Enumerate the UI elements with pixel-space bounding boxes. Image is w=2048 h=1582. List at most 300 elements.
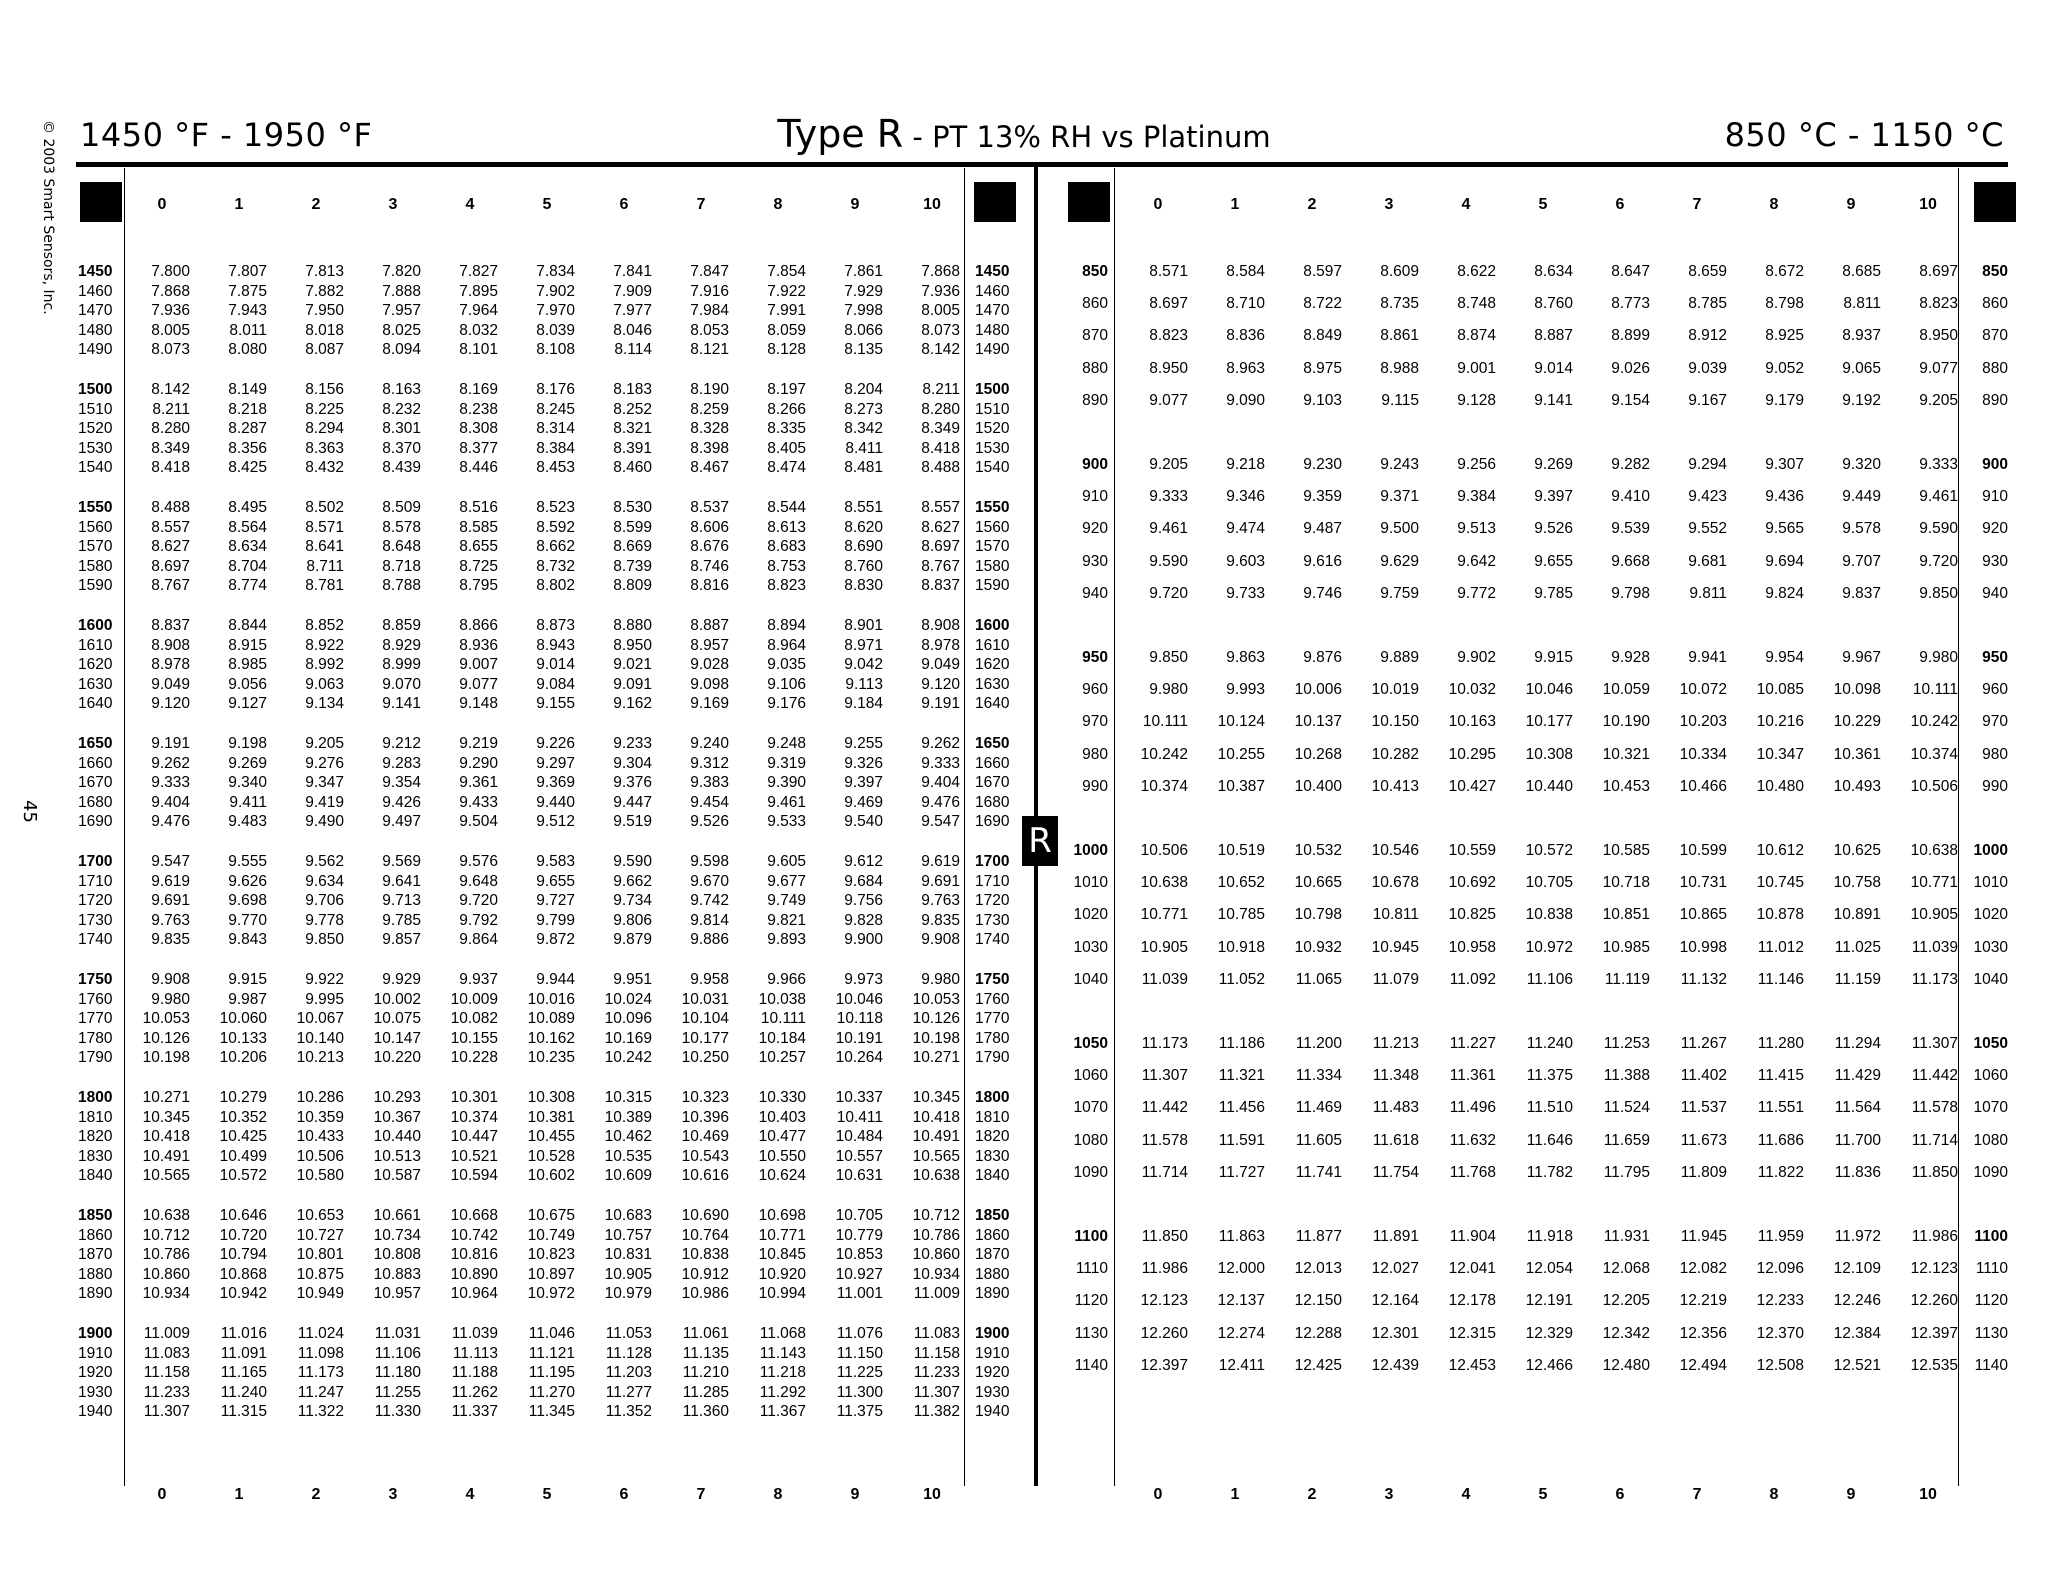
emf-cell: 10.072 — [1679, 681, 1727, 699]
emf-cell: 11.918 — [1526, 1228, 1573, 1245]
emf-cell: 8.169 — [459, 381, 498, 398]
emf-cell: 10.823 — [527, 1246, 575, 1264]
emf-cell: 9.014 — [536, 656, 575, 674]
emf-cell: 12.480 — [1602, 1356, 1650, 1374]
emf-cell: 10.942 — [219, 1285, 267, 1303]
emf-cell: 10.016 — [527, 990, 575, 1008]
emf-cell: 8.211 — [152, 400, 190, 418]
emf-cell: 12.397 — [1910, 1324, 1958, 1342]
emf-cell: 9.526 — [690, 813, 729, 831]
emf-cell: 11.442 — [1911, 1067, 1958, 1085]
emf-cell: 8.922 — [305, 636, 344, 654]
emf-cell: 9.262 — [921, 735, 960, 752]
emf-cell: 12.205 — [1602, 1292, 1650, 1310]
emf-cell: 8.460 — [613, 459, 652, 477]
emf-cell: 10.308 — [527, 1089, 575, 1106]
emf-cell: 9.077 — [459, 675, 498, 693]
emf-cell: 10.972 — [527, 1285, 575, 1303]
emf-cell: 8.929 — [382, 636, 421, 654]
emf-cell: 9.629 — [1380, 552, 1419, 570]
emf-cell: 8.627 — [151, 538, 190, 556]
emf-cell: 10.668 — [450, 1207, 498, 1224]
emf-cell: 10.779 — [835, 1226, 883, 1244]
emf-cell: 8.830 — [844, 577, 883, 595]
row-temp-label: 870 — [1082, 327, 1108, 345]
emf-cell: 8.697 — [151, 557, 190, 575]
emf-cell: 8.710 — [1226, 295, 1265, 313]
row-temp-label: 1910 — [975, 1344, 1010, 1362]
emf-cell: 10.242 — [1140, 745, 1188, 763]
row-temp-label: 1480 — [78, 321, 113, 339]
emf-cell: 10.323 — [681, 1089, 729, 1106]
emf-cell: 11.227 — [1449, 1035, 1496, 1052]
row-temp-label: 1570 — [975, 538, 1010, 556]
emf-cell: 10.480 — [1756, 777, 1804, 795]
emf-cell: 8.391 — [613, 439, 652, 457]
emf-cell: 8.114 — [614, 341, 652, 359]
emf-cell: 9.966 — [767, 971, 806, 988]
emf-cell: 8.697 — [921, 538, 960, 556]
emf-cell: 10.742 — [450, 1226, 498, 1244]
emf-cell: 9.763 — [151, 911, 190, 929]
emf-cell: 9.954 — [1765, 649, 1804, 666]
row-temp-label: 1120 — [1074, 1292, 1108, 1310]
row-temp-label: 930 — [1082, 552, 1108, 570]
emf-cell: 11.083 — [913, 1325, 960, 1342]
table-rule-right — [1958, 168, 1959, 1486]
emf-cell: 11.469 — [1295, 1099, 1342, 1117]
emf-cell: 9.872 — [536, 931, 575, 949]
emf-cell: 10.875 — [296, 1265, 344, 1283]
emf-cell: 8.488 — [151, 499, 190, 516]
emf-cell: 8.795 — [459, 577, 498, 595]
emf-cell: 9.616 — [1303, 552, 1342, 570]
emf-cell: 7.929 — [844, 282, 883, 300]
column-header: 3 — [388, 196, 398, 213]
emf-cell: 9.763 — [921, 892, 960, 910]
emf-cell: 8.880 — [613, 617, 652, 634]
column-header: 10 — [1919, 196, 1937, 213]
emf-cell: 12.123 — [1910, 1260, 1958, 1278]
emf-cell: 9.490 — [305, 813, 344, 831]
emf-cell: 11.009 — [143, 1325, 190, 1342]
emf-cell: 10.147 — [373, 1029, 421, 1047]
emf-cell: 7.834 — [536, 263, 575, 280]
row-temp-label: 890 — [1982, 391, 2008, 409]
row-temp-label: 1040 — [1073, 970, 1108, 988]
emf-cell: 8.957 — [690, 636, 729, 654]
emf-cell: 10.771 — [1910, 874, 1958, 892]
emf-cell: 11.382 — [913, 1403, 960, 1421]
emf-cell: 11.591 — [1218, 1131, 1265, 1149]
emf-cell: 8.537 — [690, 499, 729, 516]
emf-cell: 10.631 — [835, 1167, 883, 1185]
emf-cell: 11.267 — [1680, 1035, 1727, 1052]
emf-cell: 11.091 — [220, 1344, 267, 1362]
emf-cell: 8.101 — [459, 341, 498, 359]
emf-cell: 9.908 — [151, 971, 190, 988]
celsius-table — [1038, 0, 2048, 1582]
emf-cell: 11.240 — [220, 1383, 267, 1401]
emf-cell: 12.288 — [1294, 1324, 1342, 1342]
emf-cell: 11.361 — [1449, 1067, 1496, 1085]
emf-cell: 9.312 — [690, 754, 729, 772]
emf-cell: 8.672 — [1765, 263, 1804, 280]
emf-cell: 9.565 — [1765, 520, 1804, 538]
emf-cell: 11.348 — [1372, 1067, 1419, 1085]
emf-cell: 9.219 — [459, 735, 498, 752]
emf-cell: 8.836 — [1226, 327, 1265, 345]
row-temp-label: 880 — [1982, 359, 2008, 377]
row-temp-label: 860 — [1982, 295, 2008, 313]
row-temp-label: 1480 — [975, 321, 1010, 339]
emf-cell: 10.198 — [912, 1029, 960, 1047]
emf-cell: 9.049 — [921, 656, 960, 674]
row-temp-label: 1870 — [975, 1246, 1010, 1264]
emf-cell: 9.056 — [228, 675, 267, 693]
emf-cell: 9.276 — [305, 754, 344, 772]
emf-cell: 10.264 — [835, 1049, 883, 1067]
emf-cell: 8.760 — [1534, 295, 1573, 313]
emf-cell: 8.992 — [305, 656, 344, 674]
emf-cell: 10.535 — [604, 1147, 652, 1165]
emf-cell: 9.404 — [921, 774, 960, 792]
row-temp-label: 1940 — [78, 1403, 113, 1421]
emf-cell: 8.516 — [459, 499, 498, 516]
column-header: 4 — [465, 196, 475, 213]
column-header: 5 — [542, 196, 552, 213]
emf-cell: 8.481 — [844, 459, 883, 477]
row-temp-label: 1800 — [78, 1089, 113, 1106]
emf-cell: 9.039 — [1688, 359, 1727, 377]
emf-cell: 9.576 — [459, 853, 498, 870]
emf-cell: 11.046 — [528, 1325, 575, 1342]
row-temp-label: 1910 — [78, 1344, 113, 1362]
emf-cell: 9.706 — [305, 892, 344, 910]
emf-cell: 11.673 — [1680, 1131, 1727, 1149]
emf-cell: 7.854 — [767, 263, 806, 280]
emf-cell: 9.404 — [151, 793, 190, 811]
emf-cell: 10.425 — [219, 1128, 267, 1146]
emf-cell: 9.713 — [382, 892, 421, 910]
emf-cell: 9.307 — [1765, 456, 1804, 473]
emf-cell: 10.177 — [681, 1029, 729, 1047]
emf-cell: 9.980 — [921, 971, 960, 988]
emf-cell: 9.191 — [151, 735, 190, 752]
emf-cell: 9.691 — [921, 872, 960, 890]
emf-cell: 8.606 — [690, 518, 729, 536]
type-badge: R — [1022, 816, 1058, 866]
row-temp-label: 1030 — [1073, 938, 1108, 956]
row-temp-label: 1130 — [1074, 1324, 1108, 1342]
emf-cell: 10.337 — [835, 1089, 883, 1106]
emf-cell: 8.094 — [382, 341, 421, 359]
row-temp-label: 890 — [1082, 391, 1108, 409]
emf-cell: 10.038 — [758, 990, 806, 1008]
emf-cell: 10.499 — [219, 1147, 267, 1165]
emf-cell: 9.547 — [151, 853, 190, 870]
emf-cell: 10.945 — [1371, 938, 1419, 956]
emf-cell: 10.279 — [219, 1089, 267, 1106]
row-temp-label: 1510 — [78, 400, 113, 418]
emf-cell: 10.295 — [1448, 745, 1496, 763]
emf-cell: 10.067 — [296, 1010, 344, 1028]
emf-cell: 8.722 — [1303, 295, 1342, 313]
emf-cell: 10.413 — [1371, 777, 1419, 795]
emf-cell: 10.493 — [1833, 777, 1881, 795]
emf-cell: 8.418 — [921, 439, 960, 457]
emf-cell: 10.213 — [296, 1049, 344, 1067]
emf-cell: 7.875 — [228, 282, 267, 300]
emf-cell: 10.220 — [373, 1049, 421, 1067]
emf-cell: 12.274 — [1217, 1324, 1265, 1342]
emf-cell: 10.972 — [1525, 938, 1573, 956]
emf-cell: 11.132 — [1680, 970, 1727, 988]
row-temp-label: 1930 — [78, 1383, 113, 1401]
emf-cell: 9.461 — [1919, 488, 1958, 506]
footer-column: 2 — [1307, 1486, 1317, 1503]
row-temp-label: 1920 — [975, 1364, 1010, 1382]
emf-cell: 10.912 — [681, 1265, 729, 1283]
emf-cell: 10.692 — [1448, 874, 1496, 892]
emf-cell: 8.912 — [1688, 327, 1727, 345]
emf-cell: 8.495 — [228, 499, 267, 516]
emf-cell: 8.183 — [613, 381, 652, 398]
emf-cell: 8.773 — [1611, 295, 1650, 313]
emf-cell: 9.778 — [305, 911, 344, 929]
emf-cell: 9.876 — [1303, 649, 1342, 666]
row-temp-label: 1570 — [78, 538, 113, 556]
emf-cell: 9.397 — [1534, 488, 1573, 506]
emf-cell: 10.585 — [1602, 842, 1650, 859]
emf-cell: 10.705 — [1525, 874, 1573, 892]
emf-cell: 10.712 — [912, 1207, 960, 1224]
emf-cell: 9.371 — [1380, 488, 1419, 506]
emf-cell: 10.786 — [142, 1246, 190, 1264]
emf-cell: 12.260 — [1910, 1292, 1958, 1310]
emf-cell: 12.137 — [1217, 1292, 1265, 1310]
row-temp-label: 1020 — [1973, 906, 2008, 924]
emf-cell: 8.901 — [844, 617, 883, 634]
emf-cell: 8.149 — [228, 381, 267, 398]
emf-cell: 11.307 — [913, 1383, 960, 1401]
emf-cell: 9.540 — [844, 813, 883, 831]
emf-cell: 9.821 — [767, 911, 806, 929]
row-temp-label: 1740 — [975, 931, 1010, 949]
emf-cell: 9.384 — [1457, 488, 1496, 506]
emf-cell: 10.002 — [373, 990, 421, 1008]
emf-cell: 9.113 — [845, 675, 883, 693]
emf-cell: 9.598 — [690, 853, 729, 870]
emf-cell: 10.665 — [1294, 874, 1342, 892]
emf-cell: 7.827 — [459, 263, 498, 280]
emf-cell: 10.546 — [1371, 842, 1419, 859]
emf-cell: 9.837 — [1842, 584, 1881, 602]
row-temp-label: 900 — [1982, 456, 2008, 473]
emf-cell: 9.770 — [228, 911, 267, 929]
emf-cell: 11.850 — [1141, 1228, 1188, 1245]
row-temp-label: 1110 — [1075, 1260, 1108, 1278]
row-temp-label: 1840 — [975, 1167, 1010, 1185]
emf-cell: 9.028 — [690, 656, 729, 674]
emf-cell: 10.594 — [450, 1167, 498, 1185]
row-temp-label: 1780 — [78, 1029, 113, 1047]
emf-cell: 10.334 — [1679, 745, 1727, 763]
emf-cell: 8.648 — [382, 538, 421, 556]
footer-column: 0 — [157, 1486, 167, 1503]
row-temp-label: 870 — [1982, 327, 2008, 345]
row-temp-label: 850 — [1082, 263, 1108, 280]
row-temp-label: 1580 — [78, 557, 113, 575]
row-temp-label: 1810 — [78, 1108, 113, 1126]
emf-cell: 10.638 — [142, 1207, 190, 1224]
emf-cell: 11.119 — [1604, 970, 1650, 988]
row-temp-label: 1600 — [78, 617, 113, 634]
column-header: 7 — [696, 196, 706, 213]
emf-cell: 9.902 — [1457, 649, 1496, 666]
emf-cell: 10.418 — [142, 1128, 190, 1146]
emf-cell: 8.073 — [151, 341, 190, 359]
emf-cell: 7.970 — [536, 302, 575, 320]
emf-cell: 9.835 — [151, 931, 190, 949]
emf-cell: 11.053 — [605, 1325, 652, 1342]
emf-cell: 10.124 — [1217, 713, 1265, 731]
emf-cell: 8.073 — [921, 321, 960, 339]
emf-cell: 10.242 — [604, 1049, 652, 1067]
emf-cell: 9.035 — [767, 656, 806, 674]
emf-cell: 11.315 — [220, 1403, 267, 1421]
emf-cell: 11.106 — [1526, 970, 1573, 988]
emf-cell: 10.905 — [604, 1265, 652, 1283]
emf-cell: 8.530 — [613, 499, 652, 516]
emf-cell: 8.613 — [767, 518, 806, 536]
emf-cell: 11.352 — [605, 1403, 652, 1421]
emf-cell: 9.359 — [1303, 488, 1342, 506]
emf-cell: 8.781 — [305, 577, 344, 595]
row-temp-label: 1660 — [78, 754, 113, 772]
emf-cell: 8.622 — [1457, 263, 1496, 280]
emf-cell: 10.111 — [1142, 713, 1188, 731]
emf-cell: 9.749 — [767, 892, 806, 910]
emf-cell: 10.771 — [758, 1226, 806, 1244]
emf-cell: 8.748 — [1457, 295, 1496, 313]
emf-cell: 7.950 — [305, 302, 344, 320]
emf-cell: 12.123 — [1140, 1292, 1188, 1310]
column-header: 9 — [1846, 196, 1856, 213]
emf-cell: 9.269 — [228, 754, 267, 772]
emf-cell: 9.619 — [921, 853, 960, 870]
emf-cell: 11.632 — [1449, 1131, 1496, 1149]
row-temp-label: 1530 — [78, 439, 113, 457]
row-temp-label: 960 — [1082, 681, 1108, 699]
emf-cell: 8.647 — [1611, 263, 1650, 280]
column-header: 4 — [1461, 196, 1471, 213]
emf-cell: 10.321 — [1602, 745, 1650, 763]
row-temp-label: 1080 — [1973, 1131, 2008, 1149]
emf-cell: 9.668 — [1611, 552, 1650, 570]
emf-cell: 11.524 — [1603, 1099, 1650, 1117]
emf-cell: 10.345 — [142, 1108, 190, 1126]
row-temp-label: 1680 — [975, 793, 1010, 811]
emf-cell: 9.850 — [1149, 649, 1188, 666]
emf-cell: 10.098 — [1833, 681, 1881, 699]
emf-cell: 7.936 — [151, 302, 190, 320]
row-temp-label: 1610 — [78, 636, 113, 654]
emf-cell: 9.915 — [1534, 649, 1573, 666]
row-temp-label: 1890 — [975, 1285, 1010, 1303]
emf-cell: 8.321 — [613, 420, 652, 438]
emf-cell: 10.301 — [450, 1089, 498, 1106]
emf-cell: 10.920 — [758, 1265, 806, 1283]
emf-cell: 10.111 — [1912, 681, 1958, 699]
emf-cell: 9.184 — [844, 695, 883, 713]
emf-cell: 8.971 — [844, 636, 883, 654]
emf-cell: 9.077 — [1919, 359, 1958, 377]
emf-cell: 8.597 — [1303, 263, 1342, 280]
emf-cell: 10.506 — [1910, 777, 1958, 795]
row-temp-label: 1010 — [1073, 874, 1108, 892]
emf-cell: 10.727 — [296, 1226, 344, 1244]
emf-cell: 7.841 — [613, 263, 652, 280]
emf-cell: 11.150 — [836, 1344, 883, 1362]
emf-cell: 8.059 — [767, 321, 806, 339]
emf-cell: 7.957 — [382, 302, 421, 320]
copyright-notice: © 2003 Smart Sensors, Inc. — [40, 120, 56, 315]
emf-cell: 7.820 — [382, 263, 421, 280]
emf-cell: 11.065 — [1295, 970, 1342, 988]
column-header: 8 — [1769, 196, 1779, 213]
unit-label-left — [1068, 182, 1110, 222]
emf-cell: 8.142 — [151, 381, 190, 398]
emf-cell: 9.256 — [1457, 456, 1496, 473]
emf-cell: 9.772 — [1457, 584, 1496, 602]
emf-cell: 11.083 — [143, 1344, 190, 1362]
emf-cell: 9.390 — [767, 774, 806, 792]
emf-cell: 11.173 — [1911, 970, 1958, 988]
emf-cell: 9.474 — [1226, 520, 1265, 538]
row-temp-label: 1630 — [975, 675, 1010, 693]
emf-cell: 12.370 — [1756, 1324, 1804, 1342]
emf-cell: 9.103 — [1303, 391, 1342, 409]
emf-cell: 11.061 — [682, 1325, 729, 1342]
emf-cell: 11.700 — [1834, 1131, 1881, 1149]
row-temp-label: 1560 — [975, 518, 1010, 536]
title-main: Type R — [777, 112, 904, 156]
emf-cell: 11.795 — [1603, 1163, 1650, 1181]
emf-cell: 9.487 — [1303, 520, 1342, 538]
emf-cell: 8.266 — [767, 400, 806, 418]
emf-cell: 9.886 — [690, 931, 729, 949]
column-header: 0 — [157, 196, 167, 213]
emf-cell: 8.859 — [382, 617, 421, 634]
emf-cell: 9.426 — [382, 793, 421, 811]
emf-cell: 10.347 — [1756, 745, 1804, 763]
row-temp-label: 920 — [1982, 520, 2008, 538]
emf-cell: 11.863 — [1218, 1228, 1265, 1245]
emf-cell: 12.384 — [1833, 1324, 1881, 1342]
emf-cell: 11.877 — [1295, 1228, 1342, 1245]
row-temp-label: 1050 — [1973, 1035, 2008, 1052]
emf-cell: 9.941 — [1688, 649, 1727, 666]
emf-cell: 8.760 — [844, 557, 883, 575]
emf-cell: 9.759 — [1380, 584, 1419, 602]
emf-cell: 10.764 — [681, 1226, 729, 1244]
emf-cell: 10.374 — [450, 1108, 498, 1126]
emf-cell: 7.936 — [921, 282, 960, 300]
emf-cell: 11.195 — [528, 1364, 575, 1382]
emf-cell: 8.474 — [767, 459, 806, 477]
emf-cell: 12.356 — [1679, 1324, 1727, 1342]
